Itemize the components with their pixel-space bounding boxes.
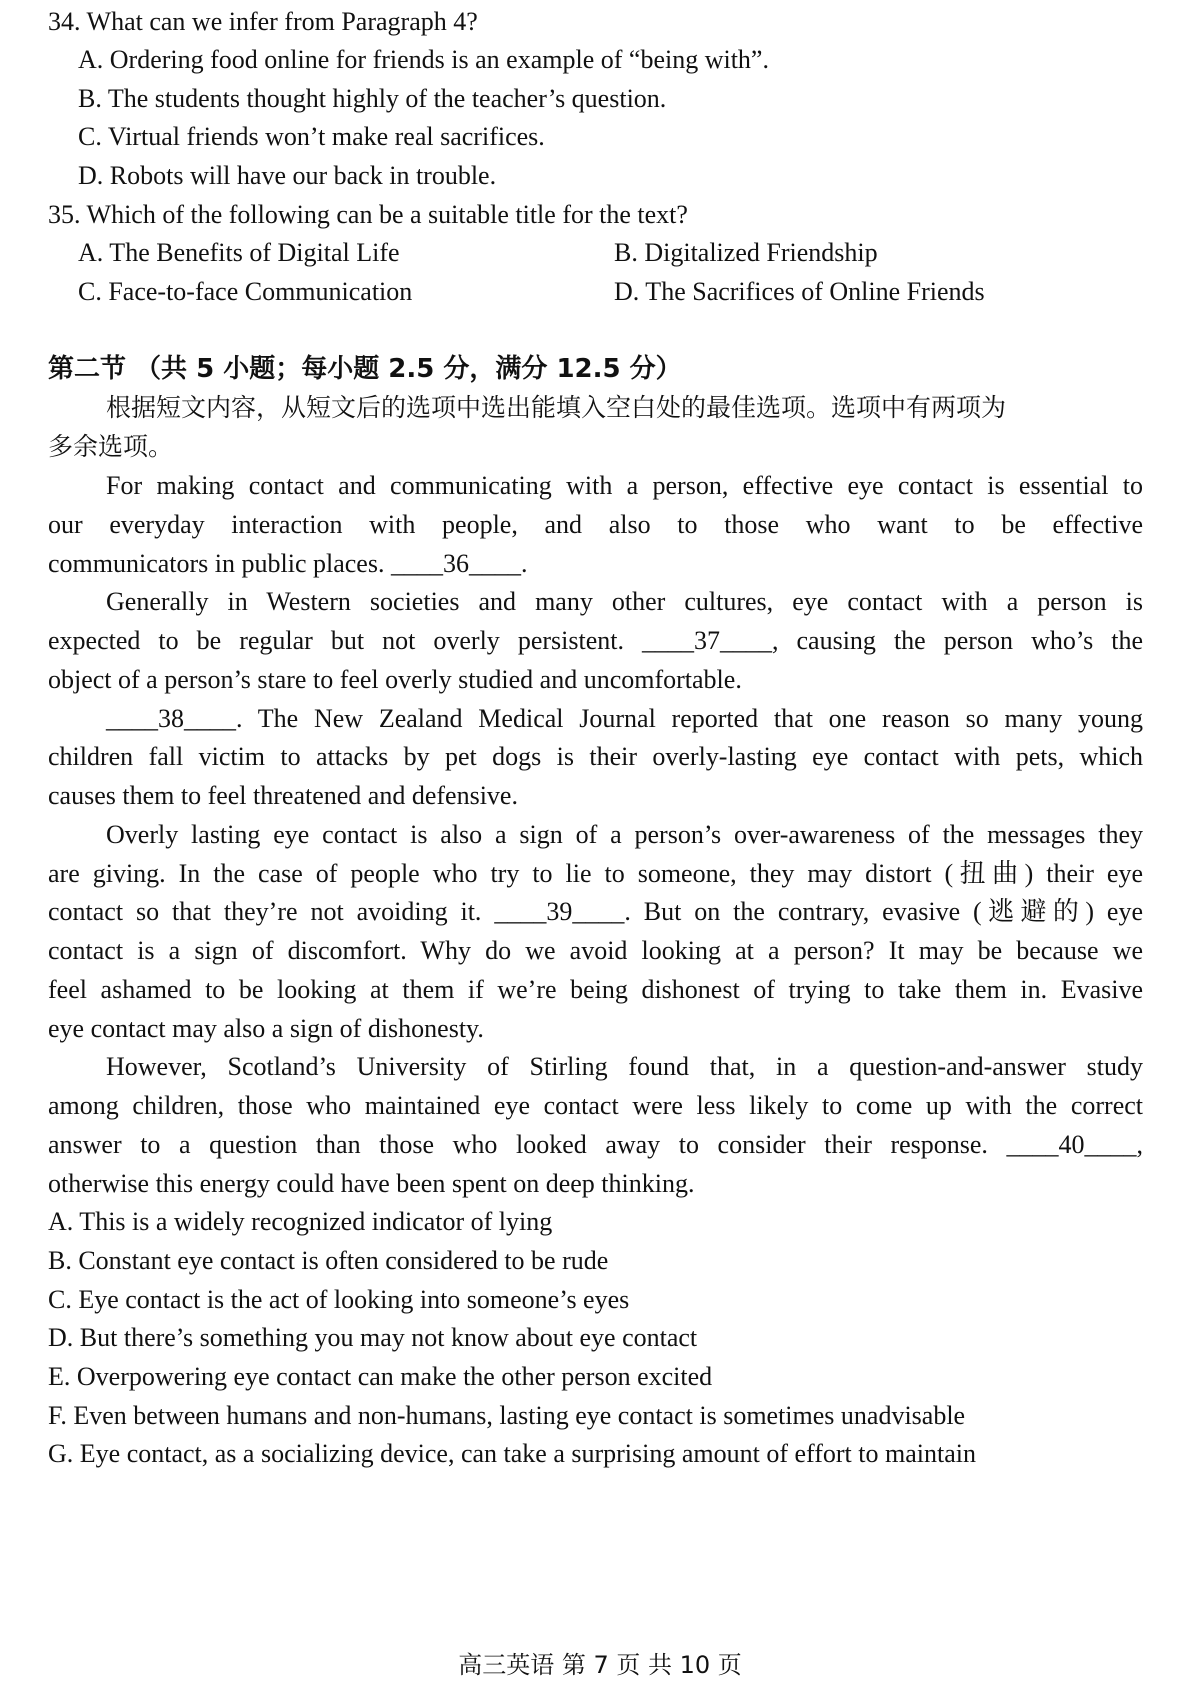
section-instruction-line-2: 多余选项。 bbox=[48, 432, 174, 461]
passage-line-blank-37: expected to be regular but not overly persistent. ____37____, causing the person who’s the bbox=[48, 626, 1143, 655]
page-footer: 高三英语 第 7 页 共 10 页 bbox=[458, 1651, 742, 1679]
passage-line: object of a person’s stare to feel overly studied and uncomfortable. bbox=[48, 665, 742, 694]
choice-c: C. Eye contact is the act of looking into someone’s eyes bbox=[48, 1285, 630, 1314]
choice-e: E. Overpowering eye contact can make the other person excited bbox=[48, 1362, 713, 1391]
passage-line-blank-38: ____38____. The New Zealand Medical Journal reported that one reason so many young bbox=[106, 704, 1143, 733]
choice-b: B. Constant eye contact is often considered to be rude bbox=[48, 1246, 609, 1275]
passage-line: our everyday interaction with people, and also to those who want to be effective bbox=[48, 510, 1143, 539]
question-35-option-c: C. Face-to-face Communication bbox=[78, 277, 413, 306]
question-34-stem: 34. What can we infer from Paragraph 4? bbox=[48, 7, 478, 36]
choice-a: A. This is a widely recognized indicator of lying bbox=[48, 1207, 553, 1236]
passage-line: eye contact may also a sign of dishonesty. bbox=[48, 1014, 484, 1043]
passage-line: otherwise this energy could have been spent on deep thinking. bbox=[48, 1169, 695, 1198]
question-34-option-b: B. The students thought highly of the teacher’s question. bbox=[78, 84, 667, 113]
passage-line: children fall victim to attacks by pet dogs is their overly-lasting eye contact with pets, which bbox=[48, 742, 1143, 771]
passage-line: For making contact and communicating with a person, effective eye contact is essential to bbox=[106, 471, 1143, 500]
passage-line: However, Scotland’s University of Stirling found that, in a question-and-answer study bbox=[106, 1052, 1143, 1081]
passage-line-blank-36: communicators in public places. ____36____. bbox=[48, 549, 528, 578]
question-35-option-a: A. The Benefits of Digital Life bbox=[78, 238, 400, 267]
section-heading: 第二节 （共 5 小题；每小题 2.5 分，满分 12.5 分） bbox=[48, 354, 682, 384]
passage-line: Generally in Western societies and many other cultures, eye contact with a person is bbox=[106, 587, 1143, 616]
question-34-option-c: C. Virtual friends won’t make real sacrifices. bbox=[78, 122, 545, 151]
passage-line: Overly lasting eye contact is also a sign of a person’s over-awareness of the messages they bbox=[106, 820, 1143, 849]
choice-d: D. But there’s something you may not know about eye contact bbox=[48, 1323, 698, 1352]
question-35-option-d: D. The Sacrifices of Online Friends bbox=[614, 277, 985, 306]
passage-line: among children, those who maintained eye contact were less likely to come up with the correct bbox=[48, 1091, 1143, 1120]
question-35-stem: 35. Which of the following can be a suitable title for the text? bbox=[48, 200, 688, 229]
passage-line-blank-39: contact so that they’re not avoiding it. ____39____. But on the contrary, evasive (逃避的) eye bbox=[48, 897, 1143, 926]
question-34-option-a: A. Ordering food online for friends is an example of “being with”. bbox=[78, 45, 769, 74]
choice-g: G. Eye contact, as a socializing device, can take a surprising amount of effort to maintain bbox=[48, 1439, 976, 1468]
question-34-option-d: D. Robots will have our back in trouble. bbox=[78, 161, 497, 190]
passage-line: feel ashamed to be looking at them if we’re being dishonest of trying to take them in. Evasive bbox=[48, 975, 1143, 1004]
passage-line: causes them to feel threatened and defensive. bbox=[48, 781, 518, 810]
passage-line: contact is a sign of discomfort. Why do we avoid looking at a person? It may be because we bbox=[48, 936, 1143, 965]
question-35-option-b: B. Digitalized Friendship bbox=[614, 238, 878, 267]
passage-line: are giving. In the case of people who try to lie to someone, they may distort (扭曲) their eye bbox=[48, 859, 1143, 888]
section-instruction-line-1: 根据短文内容，从短文后的选项中选出能填入空白处的最佳选项。选项中有两项为 bbox=[106, 393, 1007, 422]
passage-line-blank-40: answer to a question than those who looked away to consider their response. ____40____, bbox=[48, 1130, 1143, 1159]
choice-f: F. Even between humans and non-humans, lasting eye contact is sometimes unadvisable bbox=[48, 1401, 966, 1430]
